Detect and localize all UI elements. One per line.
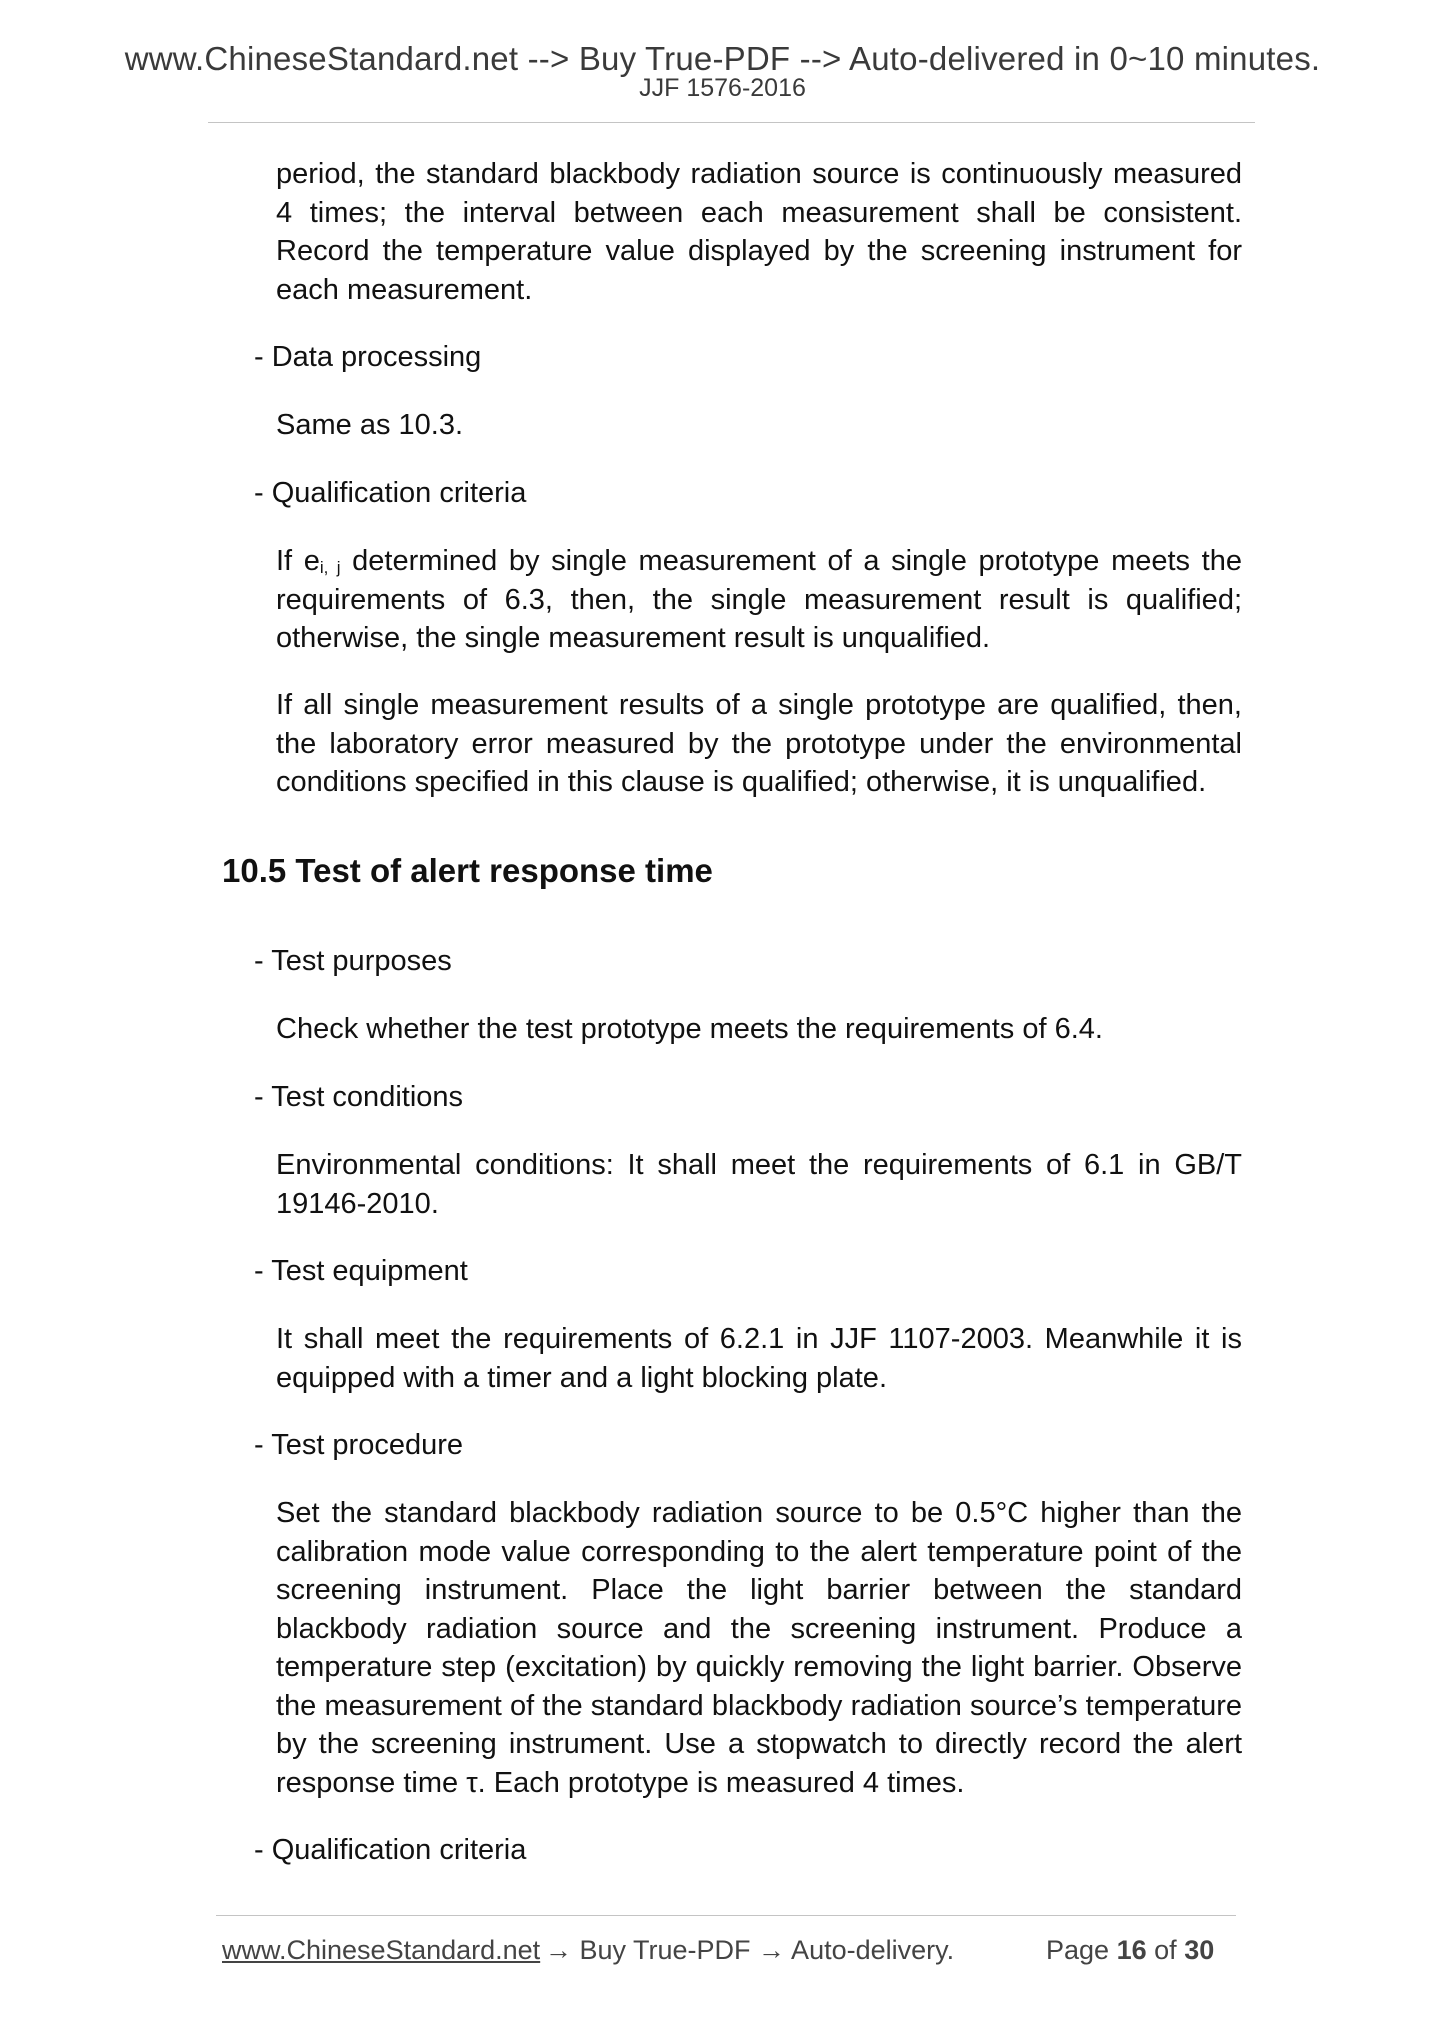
- paragraph-qualification-all: If all single measurement results of a single prototype are qualified, then, the laboratory error measured by the prototype under the environmental conditions specified in this clause is qualified; otherwise, it is unqualified.: [276, 689, 1242, 798]
- page-indicator: [1046, 1935, 1214, 1966]
- bullet-qualification-criteria-2: - Qualification criteria: [254, 1834, 527, 1866]
- paragraph-intro: period, the standard blackbody radiation source is continuously measured 4 times; the interval between each measurement shall be consistent. Record the temperature value displayed by the screening instrument for each measurement.: [276, 158, 1242, 306]
- document-number: JJF 1576-2016: [639, 74, 806, 102]
- total-pages: 30: [1184, 1935, 1215, 1965]
- bullet-test-equipment: - Test equipment: [254, 1255, 468, 1287]
- page-number: 16: [1116, 1935, 1147, 1965]
- section-heading-10-5: 10.5 Test of alert response time: [222, 852, 713, 889]
- of-label: of: [1154, 1935, 1177, 1965]
- bullet-qualification-criteria: - Qualification criteria: [254, 477, 527, 509]
- paragraph-same-as: Same as 10.3.: [276, 409, 463, 441]
- footer-divider: [216, 1915, 1236, 1916]
- page-label: Page: [1046, 1935, 1110, 1965]
- paragraph-equipment: It shall meet the requirements of 6.2.1 in JJF 1107-2003. Meanwhile it is equipped with a timer and a light blocking plate.: [276, 1323, 1242, 1394]
- site-banner: www.ChineseStandard.net --> Buy True-PDF --> Auto-delivered in 0~10 minutes.: [124, 40, 1321, 77]
- paragraph-conditions: Environmental conditions: It shall meet the requirements of 6.1 in GB/T 19146-2010.: [276, 1149, 1242, 1220]
- paragraph-procedure: Set the standard blackbody radiation source to be 0.5°C higher than the calibration mode value corresponding to the alert temperature point of the screening instrument. Place the light barrier between the standard blackbody radiation source and the screening instrument. Produce a temperature step (excitation) by quickly removing the light barrier. Observe the measurement of the standard blackbody radiation source’s temperature by the screening instrument. Use a stopwatch to directly record the alert response time τ. Each prototype is measured 4 times.: [276, 1497, 1242, 1799]
- bullet-test-purposes: - Test purposes: [254, 945, 452, 977]
- bullet-test-conditions: - Test conditions: [254, 1081, 464, 1113]
- paragraph-purposes: Check whether the test prototype meets the requirements of 6.4.: [276, 1013, 1103, 1045]
- footer-site-link[interactable]: www.ChineseStandard.net: [222, 1935, 541, 1965]
- paragraph-qualification-single: [276, 542, 1242, 658]
- bullet-test-procedure: - Test procedure: [254, 1429, 464, 1461]
- footer-tagline: → Buy True-PDF → Auto-delivery.: [545, 1935, 955, 1965]
- header-divider: [208, 122, 1255, 123]
- subscript-ij: i, j: [319, 558, 341, 577]
- text-prefix: If e: [276, 545, 320, 577]
- text-rest: determined by single measurement of a single prototype meets the requirements of 6.3, then, the single measurement result is qualified; otherwise, the single measurement result is unqualified.: [276, 545, 1242, 654]
- bullet-data-processing: - Data processing: [254, 341, 482, 373]
